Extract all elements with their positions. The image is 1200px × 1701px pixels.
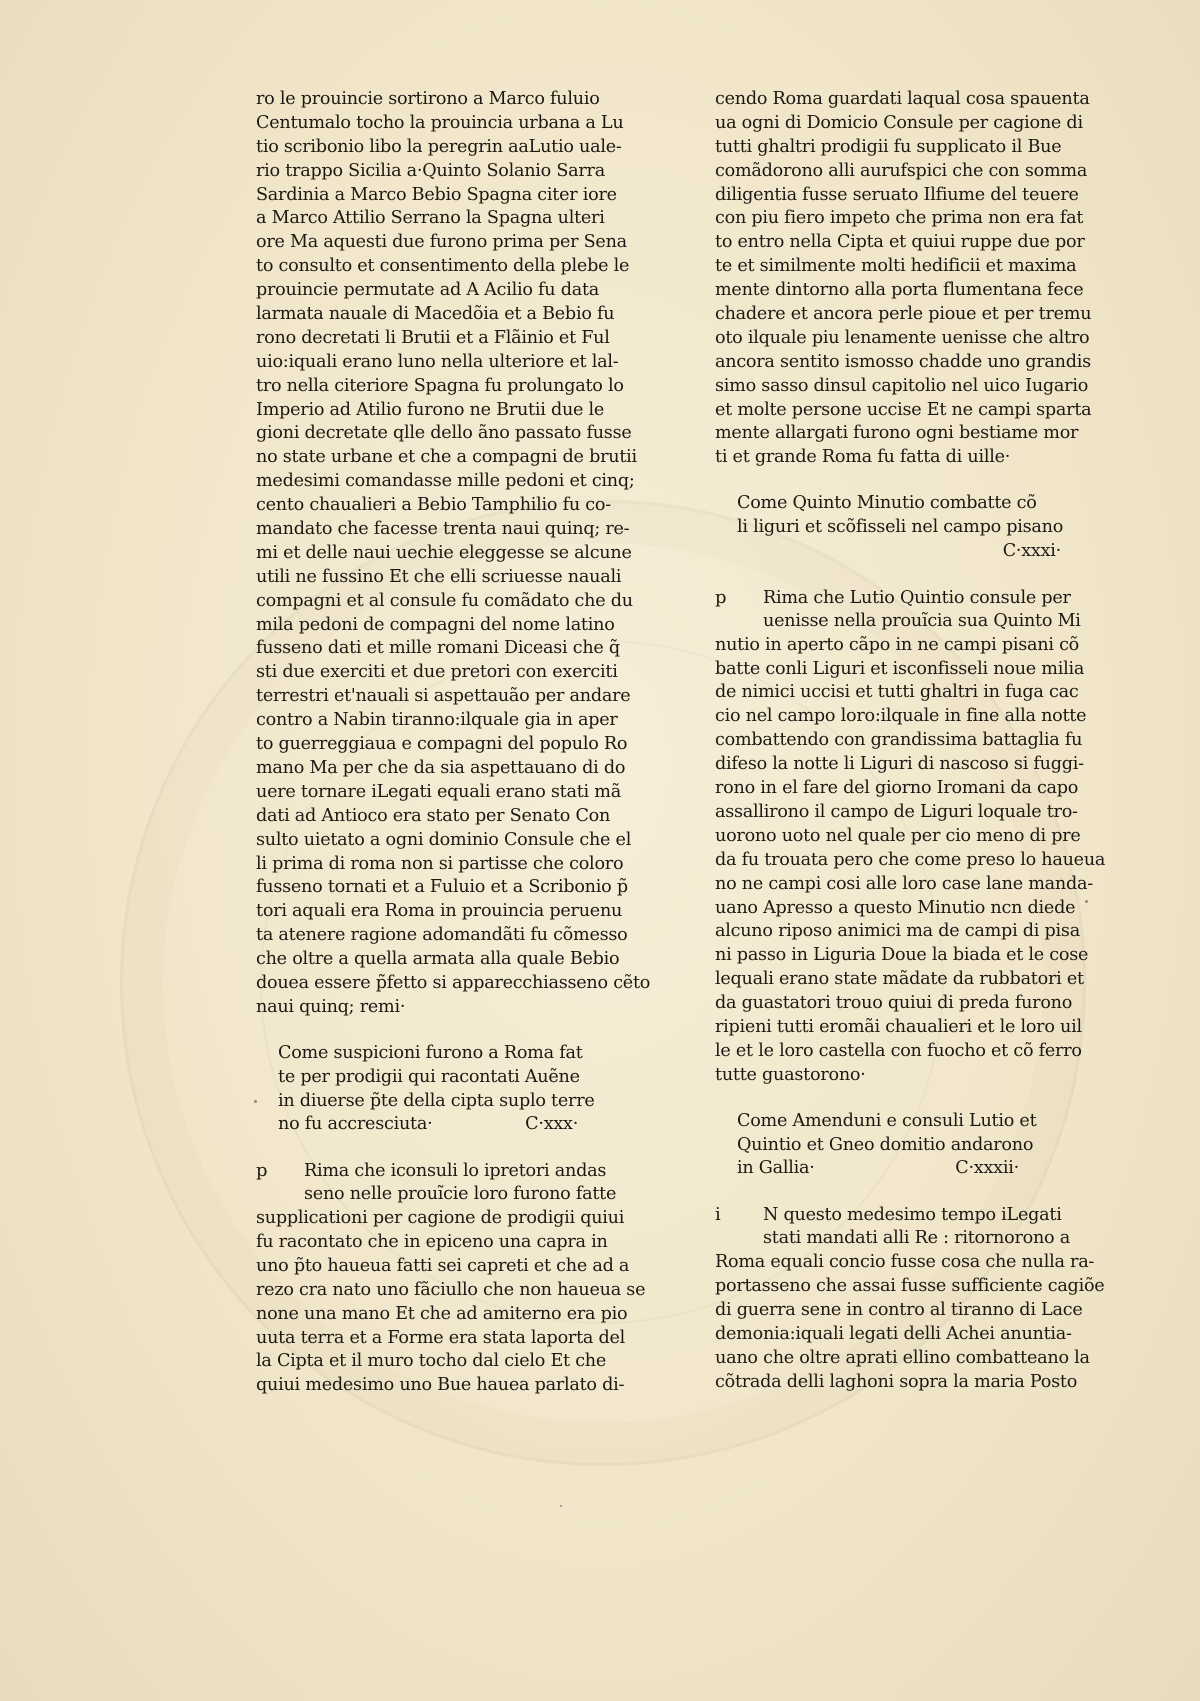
text-line: alcuno riposo animici ma de campi di pisa <box>715 921 1080 942</box>
text-line: ua ogni di Domicio Consule per cagione di <box>715 112 1083 133</box>
heading-line <box>715 1157 1075 1181</box>
text-line: medesimi comandasse mille pedoni et cinq; <box>256 471 635 492</box>
text-line: Sardinia a Marco Bebio Spagna citer iore <box>256 184 617 205</box>
text-line: ta atenere ragione adomandãti fu cõmesso <box>256 925 628 946</box>
ink-speck <box>254 1100 257 1103</box>
text-line: ni passo in Liguria Doue la biada et le cose <box>715 945 1089 966</box>
text-line: tro nella citeriore Spagna fu prolungato lo <box>256 375 624 396</box>
text-line: uio:iquali erano luno nella ulteriore et lal- <box>256 351 619 372</box>
initial-letter: p <box>256 1160 268 1182</box>
text-line: mandato che facesse trenta naui quinq; re- <box>256 519 630 540</box>
text-line: mente allargati furono ogni bestiame mor <box>715 423 1079 444</box>
text-line: assallirono il campo de Liguri loquale tro- <box>715 801 1078 822</box>
text-line: no state urbane et che a compagni de brutii <box>256 447 637 468</box>
text-line: nutio in aperto cãpo in ne campi pisani cõ <box>715 634 1080 655</box>
text-line: cento chaualieri a Bebio Tamphilio fu co- <box>256 495 611 516</box>
text-line: mente dintorno alla porta flumentana fece <box>715 280 1084 301</box>
text-line: ti et grande Roma fu fatta di uille· <box>715 447 1011 468</box>
line-text: Rima che Lutio Quintio consule per <box>763 587 1071 608</box>
paragraph-line <box>256 1159 606 1183</box>
initial-letter: p <box>715 586 727 608</box>
text-line: de nimici uccisi et tutti ghaltri in fuga cac <box>715 682 1079 703</box>
text-line: batte conli Liguri et isconfisseli noue milia <box>715 658 1085 679</box>
line-text: N questo medesimo tempo iLegati <box>763 1205 1062 1226</box>
text-line: cõtrada delli laghoni sopra la maria Posto <box>715 1371 1078 1392</box>
text-line: Come Amenduni e consuli Lutio et <box>737 1110 1037 1131</box>
text-line: Come suspicioni furono a Roma fat <box>278 1042 583 1063</box>
text-line: naui quinq; remi· <box>256 996 406 1017</box>
text-line: mila pedoni de compagni del nome latino <box>256 614 615 635</box>
paragraph-line <box>715 1227 1075 1251</box>
text-line: comãdorono alli aurufspici che con somma <box>715 160 1088 181</box>
text-line: Centumalo tocho la prouincia urbana a Lu <box>256 112 624 133</box>
chapter-heading-xxx <box>256 1042 606 1138</box>
text-line: et molte persone uccise Et ne campi sparta <box>715 399 1092 420</box>
text-line: simo sasso dinsul capitolio nel uico Iugario <box>715 375 1089 396</box>
paragraph-line <box>715 610 1081 634</box>
text-line: larmata nauale di Macedõia et a Bebio fu <box>256 304 615 325</box>
line-text: seno nelle prouĩcie loro furono fatte <box>304 1184 617 1205</box>
text-line: rio trappo Sicilia a·Quinto Solanio Sarra <box>256 160 605 181</box>
text-line: no ne campi cosi alle loro case lane manda- <box>715 873 1093 894</box>
text-line: uano Apresso a questo Minutio ncn diede <box>715 897 1076 918</box>
chapter-number: C·xxx· <box>525 1114 579 1135</box>
text-line: uno p̃to haueua fatti sei capreti et che ad a <box>256 1255 630 1276</box>
right-paragraph-1 <box>715 88 1092 470</box>
text-line: Imperio ad Atilio furono ne Brutii due le <box>256 399 605 420</box>
text-line: prouincie permutate ad A Acilio fu data <box>256 280 600 301</box>
heading-line <box>256 1113 606 1137</box>
text-line: in diuerse p̃te della cipta suplo terre <box>278 1090 595 1111</box>
text-line: fusseno tornati et a Fuluio et a Scribonio p̃ <box>256 877 628 898</box>
text-line: dati ad Antioco era stato per Senato Con <box>256 805 611 826</box>
text-line: terrestri et'nauali si aspettauão per andare <box>256 686 631 707</box>
text-line: none una mano Et che ad amiterno era pio <box>256 1303 628 1324</box>
text-line: ripieni tutti eromãi chaualieri et le loro uil <box>715 1016 1082 1037</box>
text-line: fusseno dati et mille romani Diceasi che q̃ <box>256 638 620 659</box>
left-column <box>256 88 651 1398</box>
text-line: te et similmente molti hedificii et maxima <box>715 256 1077 277</box>
text-line: quiui medesimo uno Bue hauea parlato di- <box>256 1375 625 1396</box>
text-line: di guerra sene in contro al tiranno di Lace <box>715 1299 1083 1320</box>
text-line: uuta terra et a Forme era stata laporta del <box>256 1327 626 1348</box>
heading-text: in Gallia· <box>737 1158 815 1179</box>
line-text: stati mandati alli Re : ritornorono a <box>763 1228 1070 1249</box>
paragraph-line <box>256 1183 617 1207</box>
text-line: utili ne fussino Et che elli scriuesse nauali <box>256 566 622 587</box>
text-line: uorono uoto nel quale per cio meno di pre <box>715 825 1081 846</box>
text-line: difeso la notte li Liguri di nascoso si fuggi- <box>715 754 1084 775</box>
text-line: tutte guastorono· <box>715 1064 866 1085</box>
paragraph-line <box>715 1203 1075 1227</box>
text-line: mi et delle naui uechie eleggesse se alcune <box>256 542 632 563</box>
text-line: ancora sentito ismosso chadde uno grandis <box>715 351 1091 372</box>
text-line: tori aquali era Roma in prouincia peruenu <box>256 901 623 922</box>
text-line: cio nel campo loro:ilquale in fine alla notte <box>715 706 1087 727</box>
text-line: to entro nella Cipta et quiui ruppe due por <box>715 232 1085 253</box>
text-line: demonia:iquali legati delli Achei anuntia- <box>715 1323 1072 1344</box>
left-paragraph-1 <box>256 88 651 1020</box>
text-line: Quintio et Gneo domitio andarono <box>737 1134 1034 1155</box>
right-paragraph-3 <box>715 1203 1105 1394</box>
left-paragraph-2 <box>256 1159 646 1398</box>
text-line: uere tornare iLegati equali erano stati mã <box>256 781 621 802</box>
text-line: oto ilquale piu lenamente uenisse che altro <box>715 327 1090 348</box>
text-line: supplicationi per cagione de prodigii quiui <box>256 1208 625 1229</box>
text-line: ro le prouincie sortirono a Marco fuluio <box>256 89 600 109</box>
chapter-heading-xxxi <box>715 492 1075 564</box>
text-line: a Marco Attilio Serrano la Spagna ulteri <box>256 208 605 229</box>
text-line: con piu fiero impeto che prima non era fat <box>715 208 1084 229</box>
right-paragraph-2 <box>715 586 1106 1088</box>
chapter-number: C·xxxi· <box>1002 541 1061 562</box>
heading-text: no fu accresciuta· <box>278 1114 433 1135</box>
initial-letter: i <box>715 1204 721 1226</box>
text-line: contro a Nabin tiranno:ilquale gia in aper <box>256 710 618 731</box>
chapter-heading-xxxii <box>715 1110 1075 1182</box>
right-column <box>715 88 1106 1394</box>
text-line: te per prodigii qui racontati Auẽne <box>278 1066 580 1087</box>
text-line: portasseno che assai fusse sufficiente cagiõe <box>715 1275 1105 1296</box>
chapter-number: C·xxxii· <box>955 1158 1019 1179</box>
text-line: diligentia fusse seruato Ilfiume del teuere <box>715 184 1079 205</box>
text-line: li prima di roma non si partisse che coloro <box>256 853 624 874</box>
text-line: li liguri et scõfisseli nel campo pisano <box>737 517 1064 538</box>
text-line: Roma equali concio fusse cosa che nulla ra- <box>715 1252 1095 1273</box>
text-line: da fu trouata pero che come preso lo haueua <box>715 849 1106 870</box>
text-line: che oltre a quella armata alla quale Bebio <box>256 949 620 970</box>
text-line: combattendo con grandissima battaglia fu <box>715 730 1083 751</box>
text-line: fu racontato che in epiceno una capra in <box>256 1231 608 1252</box>
text-line: rono decretati li Brutii et a Flãinio et Ful <box>256 327 610 348</box>
text-line: ore Ma aquesti due furono prima per Sena <box>256 232 627 253</box>
text-line: sti due exerciti et due pretori con exerciti <box>256 662 618 683</box>
text-line: to consulto et consentimento della plebe le <box>256 256 630 277</box>
text-line: lequali erano state mãdate da rubbatori et <box>715 969 1084 990</box>
text-line: douea essere p̃fetto si apparecchiasseno cẽto <box>256 972 651 993</box>
text-line: rezo cra nato uno fãciullo che non haueua se <box>256 1279 646 1300</box>
text-line: chadere et ancora perle pioue et per tremu <box>715 304 1092 325</box>
text-line: le et le loro castella con fuocho et cõ ferro <box>715 1040 1082 1061</box>
text-line: to guerreggiaua e compagni del populo Ro <box>256 734 628 755</box>
text-line: gioni decretate qlle dello ãno passato fusse <box>256 423 632 444</box>
text-line: rono in el fare del giorno Iromani da capo <box>715 778 1079 799</box>
text-line: Come Quinto Minutio combatte cõ <box>737 493 1037 514</box>
text-line: cendo Roma guardati laqual cosa spauenta <box>715 89 1090 109</box>
text-line: uano che oltre aprati ellino combatteano la <box>715 1347 1090 1368</box>
text-line: compagni et al consule fu comãdato che du <box>256 590 633 611</box>
text-line: tutti ghaltri prodigii fu supplicato il Bue <box>715 136 1062 157</box>
line-text: uenisse nella prouĩcia sua Quinto Mi <box>763 610 1081 631</box>
text-line: la Cipta et il muro tocho dal cielo Et che <box>256 1351 607 1372</box>
text-line: mano Ma per che da sia aspettauano di do <box>256 757 626 778</box>
ink-speck <box>560 1505 562 1507</box>
text-line: tio scribonio libo la peregrin aaLutio uale- <box>256 136 622 157</box>
paragraph-line <box>715 586 1075 610</box>
line-text: Rima che iconsuli lo ipretori andas <box>304 1161 607 1182</box>
text-line: sulto uietato a ogni dominio Consule che el <box>256 829 632 850</box>
text-line: da guastatori trouo quiui di preda furono <box>715 993 1073 1014</box>
ink-speck <box>1085 900 1088 903</box>
